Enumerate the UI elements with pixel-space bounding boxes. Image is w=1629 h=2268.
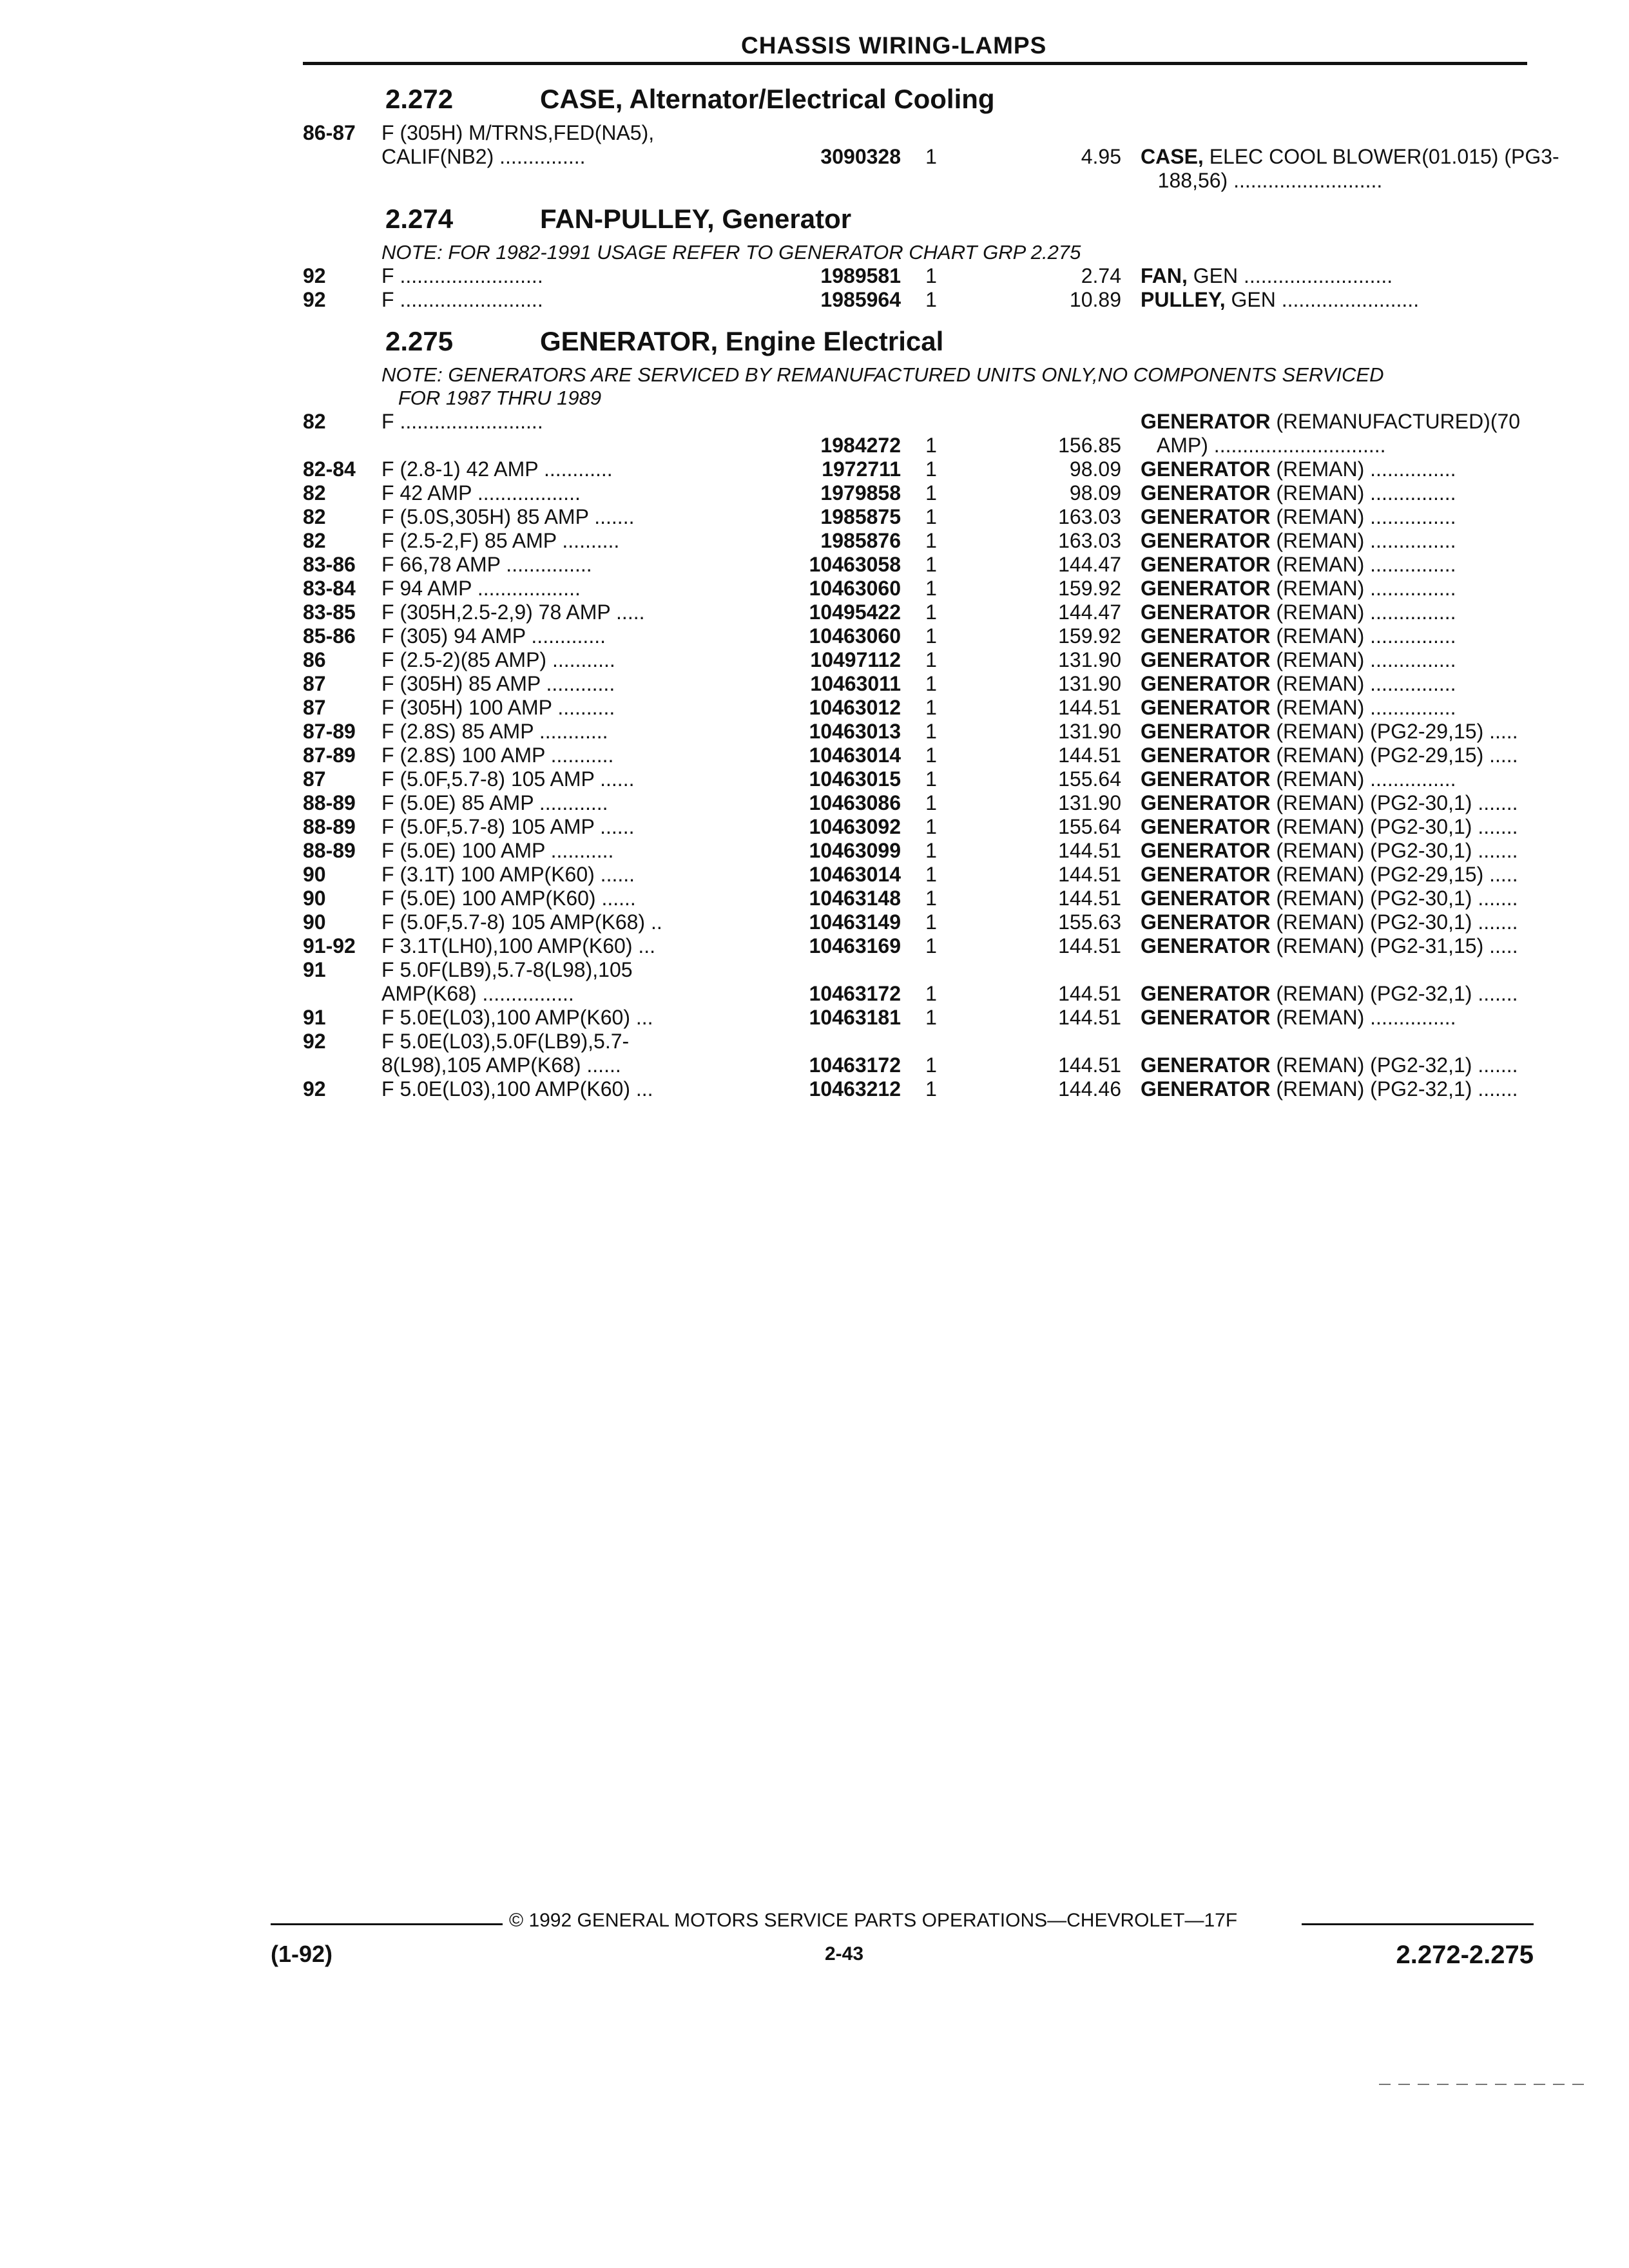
model-year: 92 xyxy=(303,288,326,311)
part-name-bold: GENERATOR xyxy=(1141,815,1271,838)
application-description: F (5.0F,5.7-8) 105 AMP(K68) .. xyxy=(381,910,662,934)
section-heading xyxy=(303,200,1540,241)
price: 131.90 xyxy=(1058,720,1121,743)
model-year: 87 xyxy=(303,672,326,695)
section-title: CASE, Alternator/Electrical Cooling xyxy=(540,84,995,114)
section-2-275 xyxy=(303,322,1540,1101)
quantity: 1 xyxy=(925,457,937,481)
part-name-detail: (REMAN) ............... xyxy=(1270,457,1456,481)
section-note xyxy=(381,241,1528,264)
part-number: 10463058 xyxy=(809,553,901,576)
application-description: F (305H) M/TRNS,FED(NA5), CALIF(NB2) ............... xyxy=(381,121,655,168)
application-description: F (5.0E) 85 AMP ............ xyxy=(381,791,608,814)
part-name-bold: GENERATOR xyxy=(1141,720,1271,743)
part-name xyxy=(1141,672,1540,696)
part-name xyxy=(1141,505,1540,529)
model-year: 87 xyxy=(303,767,326,791)
model-year: 88-89 xyxy=(303,839,356,862)
parts-row xyxy=(303,863,1540,887)
part-name xyxy=(1141,601,1540,624)
application-description: F (5.0S,305H) 85 AMP ....... xyxy=(381,505,635,528)
parts-row xyxy=(303,577,1540,601)
price: 144.51 xyxy=(1058,839,1121,862)
price: 144.51 xyxy=(1058,982,1121,1005)
part-name-bold: GENERATOR xyxy=(1141,791,1271,814)
part-name-detail: (REMAN) ............... xyxy=(1270,624,1456,648)
parts-row xyxy=(303,457,1540,481)
part-name xyxy=(1141,696,1540,720)
part-name-detail: (REMAN) (PG2-29,15) ..... xyxy=(1270,744,1518,767)
model-year: 91 xyxy=(303,1006,326,1029)
part-name-detail: (REMAN) ............... xyxy=(1270,1006,1456,1029)
note-line: NOTE: GENERATORS ARE SERVICED BY REMANUFACTURED UNITS ONLY,NO COMPONENTS SERVICED xyxy=(381,363,1384,386)
price: 159.92 xyxy=(1058,577,1121,600)
parts-row xyxy=(303,624,1540,648)
quantity: 1 xyxy=(925,744,937,767)
application-description: F (2.8-1) 42 AMP ............ xyxy=(381,457,613,481)
parts-row xyxy=(303,934,1540,958)
part-number: 1989581 xyxy=(820,264,901,287)
part-name-detail: (REMAN) ............... xyxy=(1270,601,1456,624)
part-number: 10497112 xyxy=(810,648,901,671)
application-description: F (2.5-2)(85 AMP) ........... xyxy=(381,648,615,671)
part-name-detail: (REMAN) ............... xyxy=(1270,696,1456,719)
part-name xyxy=(1141,624,1540,648)
quantity: 1 xyxy=(925,696,937,719)
part-number: 10463015 xyxy=(809,767,901,791)
part-name xyxy=(1141,577,1540,601)
part-name xyxy=(1141,1077,1540,1101)
scan-artifact-line xyxy=(1379,2084,1592,2085)
part-number: 10463086 xyxy=(809,791,901,814)
part-name-detail: (REMAN) (PG2-30,1) ....... xyxy=(1270,815,1518,838)
part-name-bold: GENERATOR xyxy=(1141,481,1271,505)
part-name-bold: CASE, xyxy=(1141,145,1204,168)
model-year: 82 xyxy=(303,481,326,505)
part-number: 10463172 xyxy=(809,1053,901,1077)
quantity: 1 xyxy=(925,1053,937,1077)
price: 156.85 xyxy=(1058,434,1121,457)
part-name-bold: GENERATOR xyxy=(1141,1077,1271,1100)
part-name xyxy=(1141,982,1540,1006)
part-name xyxy=(1141,767,1540,791)
part-name-detail: (REMANUFACTURED)(70 AMP) .............................. xyxy=(1156,410,1521,457)
part-number: 10463169 xyxy=(809,934,901,957)
page-header xyxy=(303,28,1527,73)
model-year: 91 xyxy=(303,958,326,981)
application-description: F (305) 94 AMP ............. xyxy=(381,624,606,648)
model-year: 82 xyxy=(303,410,326,433)
part-name-detail: (REMAN) (PG2-29,15) ..... xyxy=(1270,863,1518,886)
part-name-detail: (REMAN) (PG2-32,1) ....... xyxy=(1270,982,1518,1005)
model-year: 83-85 xyxy=(303,601,356,624)
quantity: 1 xyxy=(925,863,937,886)
part-name-detail: (REMAN) ............... xyxy=(1270,577,1456,600)
model-year: 82 xyxy=(303,505,326,528)
part-name-detail: (REMAN) (PG2-30,1) ....... xyxy=(1270,910,1518,934)
part-name-detail: (REMAN) ............... xyxy=(1270,767,1456,791)
section-note xyxy=(381,363,1528,410)
part-name-detail: (REMAN) ............... xyxy=(1270,648,1456,671)
application-description: F (3.1T) 100 AMP(K60) ...... xyxy=(381,863,635,886)
part-name-bold: GENERATOR xyxy=(1141,744,1271,767)
quantity: 1 xyxy=(925,1006,937,1029)
price: 163.03 xyxy=(1058,529,1121,552)
price: 131.90 xyxy=(1058,791,1121,814)
note-line: NOTE: FOR 1982-1991 USAGE REFER TO GENERATOR CHART GRP 2.275 xyxy=(381,241,1081,264)
parts-row xyxy=(303,505,1540,529)
model-year: 92 xyxy=(303,1077,326,1100)
price: 155.63 xyxy=(1058,910,1121,934)
part-name-bold: GENERATOR xyxy=(1141,601,1271,624)
part-number: 10463014 xyxy=(809,863,901,886)
model-year: 88-89 xyxy=(303,815,356,838)
application-description: F (5.0E) 100 AMP(K60) ...... xyxy=(381,887,636,910)
part-name-detail: (REMAN) ............... xyxy=(1270,672,1456,695)
model-year: 87 xyxy=(303,696,326,719)
application-description: F (305H) 100 AMP .......... xyxy=(381,696,615,719)
price: 144.51 xyxy=(1058,696,1121,719)
part-name-bold: GENERATOR xyxy=(1141,624,1271,648)
part-number: 10463149 xyxy=(809,910,901,934)
application-description: F (5.0F,5.7-8) 105 AMP ...... xyxy=(381,767,635,791)
part-number: 10463212 xyxy=(809,1077,901,1100)
part-number: 1984272 xyxy=(820,434,901,457)
quantity: 1 xyxy=(925,553,937,576)
part-name-bold: GENERATOR xyxy=(1141,672,1271,695)
parts-row xyxy=(303,481,1540,505)
footer-copyright: © 1992 GENERAL MOTORS SERVICE PARTS OPERATIONS—CHEVROLET—17F xyxy=(509,1910,1238,1931)
model-year: 85-86 xyxy=(303,624,356,648)
price: 155.64 xyxy=(1058,815,1121,838)
application-description: F ......................... xyxy=(381,264,543,287)
quantity: 1 xyxy=(925,815,937,838)
part-name xyxy=(1141,410,1540,457)
parts-row xyxy=(303,791,1540,815)
part-name xyxy=(1141,529,1540,553)
parts-row xyxy=(303,696,1540,720)
part-name xyxy=(1141,744,1540,767)
header-rule xyxy=(303,62,1527,65)
part-name-bold: GENERATOR xyxy=(1141,648,1271,671)
part-number: 1985964 xyxy=(820,288,901,311)
part-name xyxy=(1141,934,1540,958)
quantity: 1 xyxy=(925,648,937,671)
model-year: 87-89 xyxy=(303,720,356,743)
part-number: 10463014 xyxy=(809,744,901,767)
application-description: F 5.0E(L03),5.0F(LB9),5.7- 8(L98),105 AMP(K68) ...... xyxy=(381,1030,630,1077)
parts-row xyxy=(303,121,1559,192)
model-year: 91-92 xyxy=(303,934,356,957)
part-name-detail: (REMAN) ............... xyxy=(1270,505,1456,528)
part-number: 10463011 xyxy=(810,672,901,695)
quantity: 1 xyxy=(925,934,937,957)
model-year: 87-89 xyxy=(303,744,356,767)
parts-row xyxy=(303,720,1540,744)
model-year: 82-84 xyxy=(303,457,356,481)
price: 2.74 xyxy=(1081,264,1121,287)
parts-row xyxy=(303,744,1540,767)
section-heading xyxy=(303,80,1540,121)
parts-row xyxy=(303,288,1540,312)
part-name-bold: GENERATOR xyxy=(1141,505,1271,528)
quantity: 1 xyxy=(925,839,937,862)
section-number: 2.272 xyxy=(385,84,454,114)
section-2-274 xyxy=(303,200,1540,312)
part-number: 1985876 xyxy=(820,529,901,552)
model-year: 88-89 xyxy=(303,791,356,814)
model-year: 86 xyxy=(303,648,326,671)
part-name-detail: ELEC COOL BLOWER(01.015) (PG3- 188,56) .......................... xyxy=(1157,145,1559,192)
application-description: F (305H,2.5-2,9) 78 AMP ..... xyxy=(381,601,645,624)
price: 144.47 xyxy=(1058,601,1121,624)
price: 144.51 xyxy=(1058,887,1121,910)
part-name-detail: (REMAN) (PG2-30,1) ....... xyxy=(1270,791,1518,814)
part-name-bold: FAN, xyxy=(1141,264,1188,287)
price: 131.90 xyxy=(1058,672,1121,695)
parts-row xyxy=(303,553,1540,577)
part-number: 10463092 xyxy=(809,815,901,838)
application-description: F 94 AMP .................. xyxy=(381,577,581,600)
part-name-detail: GEN ........................ xyxy=(1225,288,1420,311)
quantity: 1 xyxy=(925,145,937,168)
parts-row xyxy=(303,672,1540,696)
price: 98.09 xyxy=(1069,481,1121,505)
part-name-bold: GENERATOR xyxy=(1141,529,1271,552)
part-name-detail: GEN .......................... xyxy=(1187,264,1393,287)
part-name-bold: GENERATOR xyxy=(1141,1006,1271,1029)
price: 144.51 xyxy=(1058,934,1121,957)
parts-row xyxy=(303,410,1540,457)
price: 144.51 xyxy=(1058,1053,1121,1077)
model-year: 92 xyxy=(303,264,326,287)
part-name-detail: (REMAN) ............... xyxy=(1270,481,1456,505)
price: 144.46 xyxy=(1058,1077,1121,1100)
quantity: 1 xyxy=(925,1077,937,1100)
price: 4.95 xyxy=(1081,145,1121,168)
parts-row xyxy=(303,264,1540,288)
quantity: 1 xyxy=(925,982,937,1005)
part-number: 3090328 xyxy=(820,145,901,168)
model-year: 90 xyxy=(303,910,326,934)
part-name-detail: (REMAN) (PG2-31,15) ..... xyxy=(1270,934,1518,957)
quantity: 1 xyxy=(925,577,937,600)
part-number: 1985875 xyxy=(820,505,901,528)
quantity: 1 xyxy=(925,672,937,695)
part-name-bold: GENERATOR xyxy=(1141,553,1271,576)
model-year: 92 xyxy=(303,1030,326,1053)
section-2-272 xyxy=(303,80,1559,192)
parts-row xyxy=(303,887,1540,910)
part-name-detail: (REMAN) (PG2-32,1) ....... xyxy=(1270,1077,1518,1100)
footer-date-code: (1-92) xyxy=(271,1941,333,1967)
application-description: F (5.0F,5.7-8) 105 AMP ...... xyxy=(381,815,635,838)
section-heading xyxy=(303,322,1540,363)
part-name-bold: GENERATOR xyxy=(1141,457,1271,481)
part-name xyxy=(1141,553,1540,577)
part-name xyxy=(1141,720,1540,744)
part-number: 10463012 xyxy=(809,696,901,719)
part-number: 1979858 xyxy=(820,481,901,505)
quantity: 1 xyxy=(925,720,937,743)
part-name-detail: (REMAN) (PG2-30,1) ....... xyxy=(1270,887,1518,910)
price: 163.03 xyxy=(1058,505,1121,528)
parts-row xyxy=(303,1030,1540,1077)
price: 159.92 xyxy=(1058,624,1121,648)
quantity: 1 xyxy=(925,791,937,814)
part-name-bold: GENERATOR xyxy=(1141,982,1271,1005)
note-line: FOR 1987 THRU 1989 xyxy=(381,387,602,409)
section-title: GENERATOR, Engine Electrical xyxy=(540,326,944,356)
quantity: 1 xyxy=(925,505,937,528)
quantity: 1 xyxy=(925,481,937,505)
footer-rule-right xyxy=(1302,1923,1534,1925)
section-number: 2.275 xyxy=(385,326,454,356)
model-year: 86-87 xyxy=(303,121,356,144)
part-number: 10463099 xyxy=(809,839,901,862)
application-description: F 42 AMP .................. xyxy=(381,481,581,505)
application-description: F (305H) 85 AMP ............ xyxy=(381,672,615,695)
parts-row xyxy=(303,910,1540,934)
part-name-detail: (REMAN) (PG2-32,1) ....... xyxy=(1270,1053,1518,1077)
price: 131.90 xyxy=(1058,648,1121,671)
application-description: F 5.0F(LB9),5.7-8(L98),105 AMP(K68) ................ xyxy=(381,958,633,1005)
application-description: F (2.5-2,F) 85 AMP .......... xyxy=(381,529,620,552)
page-footer xyxy=(271,1907,1534,1969)
part-name-bold: GENERATOR xyxy=(1141,1053,1271,1077)
price: 144.51 xyxy=(1058,863,1121,886)
parts-row xyxy=(303,529,1540,553)
part-name xyxy=(1141,648,1540,672)
part-name-detail: (REMAN) (PG2-30,1) ....... xyxy=(1270,839,1518,862)
model-year: 90 xyxy=(303,887,326,910)
footer-rule-left xyxy=(271,1923,503,1925)
part-name xyxy=(1141,910,1540,934)
part-name-bold: GENERATOR xyxy=(1141,887,1271,910)
quantity: 1 xyxy=(925,767,937,791)
section-number: 2.274 xyxy=(385,204,454,234)
section-title: FAN-PULLEY, Generator xyxy=(540,204,852,234)
model-year: 83-84 xyxy=(303,577,356,600)
part-name xyxy=(1141,145,1559,193)
parts-row xyxy=(303,601,1540,624)
footer-section-range: 2.272-2.275 xyxy=(1396,1941,1534,1969)
parts-row xyxy=(303,648,1540,672)
part-name-bold: GENERATOR xyxy=(1141,696,1271,719)
part-number: 10463060 xyxy=(809,577,901,600)
part-number: 10463013 xyxy=(809,720,901,743)
part-name-bold: PULLEY, xyxy=(1141,288,1226,311)
part-number: 10463148 xyxy=(809,887,901,910)
application-description: F (2.8S) 100 AMP ........... xyxy=(381,744,614,767)
model-year: 82 xyxy=(303,529,326,552)
part-name-bold: GENERATOR xyxy=(1141,577,1271,600)
quantity: 1 xyxy=(925,288,937,311)
part-name-bold: GENERATOR xyxy=(1141,863,1271,886)
quantity: 1 xyxy=(925,624,937,648)
quantity: 1 xyxy=(925,264,937,287)
application-description: F 5.0E(L03),100 AMP(K60) ... xyxy=(381,1006,653,1029)
part-name-detail: (REMAN) (PG2-29,15) ..... xyxy=(1270,720,1518,743)
application-description: F ......................... xyxy=(381,288,543,311)
part-number: 1972711 xyxy=(822,457,901,481)
part-name xyxy=(1141,481,1540,505)
application-description: F 3.1T(LH0),100 AMP(K60) ... xyxy=(381,934,656,957)
application-description: F 5.0E(L03),100 AMP(K60) ... xyxy=(381,1077,653,1100)
footer-page-number: 2-43 xyxy=(825,1943,864,1965)
part-name xyxy=(1141,791,1540,815)
parts-row xyxy=(303,1006,1540,1030)
part-number: 10463172 xyxy=(809,982,901,1005)
part-name xyxy=(1141,457,1540,481)
price: 144.51 xyxy=(1058,744,1121,767)
parts-row xyxy=(303,767,1540,791)
part-name xyxy=(1141,839,1540,863)
price: 98.09 xyxy=(1069,457,1121,481)
application-description: F (2.8S) 85 AMP ............ xyxy=(381,720,608,743)
part-name-bold: GENERATOR xyxy=(1141,767,1271,791)
part-name xyxy=(1141,815,1540,839)
price: 155.64 xyxy=(1058,767,1121,791)
part-name-bold: GENERATOR xyxy=(1141,410,1271,433)
price: 144.47 xyxy=(1058,553,1121,576)
parts-row xyxy=(303,958,1540,1006)
parts-row xyxy=(303,815,1540,839)
part-name xyxy=(1141,863,1540,887)
quantity: 1 xyxy=(925,887,937,910)
quantity: 1 xyxy=(925,910,937,934)
application-description: F ......................... xyxy=(381,410,543,433)
part-name xyxy=(1141,1053,1540,1077)
price: 144.51 xyxy=(1058,1006,1121,1029)
price: 10.89 xyxy=(1069,288,1121,311)
part-name-detail: (REMAN) ............... xyxy=(1270,553,1456,576)
page-title: CHASSIS WIRING-LAMPS xyxy=(741,32,1047,59)
part-name-bold: GENERATOR xyxy=(1141,839,1271,862)
part-name-bold: GENERATOR xyxy=(1141,910,1271,934)
part-name xyxy=(1141,264,1540,288)
part-name-bold: GENERATOR xyxy=(1141,934,1271,957)
quantity: 1 xyxy=(925,434,937,457)
parts-row xyxy=(303,839,1540,863)
part-number: 10463060 xyxy=(809,624,901,648)
parts-row xyxy=(303,1077,1540,1101)
part-name xyxy=(1141,288,1540,312)
model-year: 83-86 xyxy=(303,553,356,576)
part-number: 10463181 xyxy=(809,1006,901,1029)
application-description: F 66,78 AMP ............... xyxy=(381,553,592,576)
application-description: F (5.0E) 100 AMP ........... xyxy=(381,839,614,862)
part-name xyxy=(1141,887,1540,910)
model-year: 90 xyxy=(303,863,326,886)
part-name-detail: (REMAN) ............... xyxy=(1270,529,1456,552)
part-name xyxy=(1141,1006,1540,1030)
part-number: 10495422 xyxy=(809,601,901,624)
quantity: 1 xyxy=(925,529,937,552)
quantity: 1 xyxy=(925,601,937,624)
